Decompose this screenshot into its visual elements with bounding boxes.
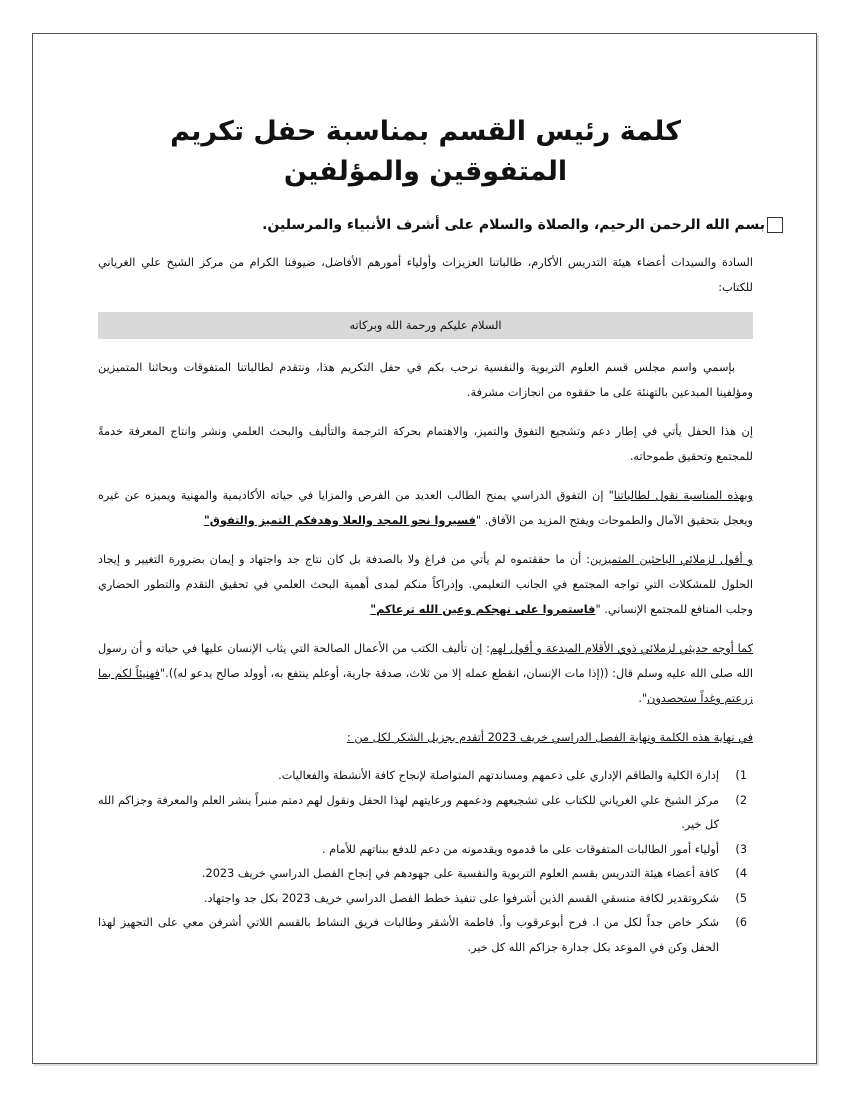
students-paragraph: [98, 483, 753, 533]
document-title: كلمة رئيس القسم بمناسبة حفل تكريم المتفوقين والمؤلفين: [170, 116, 681, 187]
researchers-lead: و أقول لزملائي الباحثين المتميزين: [590, 553, 753, 566]
thanks-number: 1): [735, 769, 747, 782]
basmala-text: بسم الله الرحمن الرحيم، والصلاة والسلام على أشرف الأنبياء والمرسلين.: [262, 217, 765, 233]
thanks-list: [98, 764, 753, 960]
researchers-paragraph: [98, 547, 753, 622]
thanks-text: إدارة الكلية والطاقم الإداري على دعمهم ومساندتهم المتواصلة لإنجاح كافة الأنشطة والفعاليات.: [278, 769, 719, 782]
thanks-item: [98, 764, 753, 789]
celebration-paragraph: إن هذا الحفل يأتي في إطار دعم وتشجيع التفوق والتميز، والاهتمام بحركة الترجمة والتأليف والبحث العلمي ونشر وانتاج المعرفة خدمةً للمجتمع وتحقيق طموحاته.: [98, 425, 753, 463]
thanks-number: 4): [735, 867, 747, 880]
researchers-motto: فاستمروا على نهجكم وعين الله ترعاكم": [370, 603, 596, 616]
thanks-number: 5): [735, 891, 747, 905]
thanks-heading: في نهاية هذه الكلمة ونهاية الفصل الدراسي خريف 2023 أتقدم بجزيل الشكر لكل من :: [346, 731, 753, 744]
thanks-text: كافة أعضاء هيئة التدريس بقسم العلوم التربوية والنفسية على جهودهم في إنجاح الفصل الدراسي خريف 2023.: [201, 867, 719, 880]
students-motto: فسيروا نحو المجد والعلا وهدفكم التميز والتفوق": [203, 514, 476, 527]
thanks-item: [98, 838, 753, 863]
thanks-item: [98, 789, 753, 838]
salam-banner: السلام عليكم ورحمة الله وبركاته: [98, 312, 753, 339]
checkbox[interactable]: [767, 217, 783, 233]
basmala-line: [98, 214, 783, 236]
thanks-item: [98, 862, 753, 887]
thanks-item: [98, 887, 753, 912]
students-lead: وبهذه المناسبة نقول لطالباتنا: [613, 489, 754, 502]
thanks-text: مركز الشيخ علي الغرياني للكتاب على تشجيعهم ودعمهم ورعايتهم لهذا الحفل ونقول لهم دمتم منبراً ينشر العلم والمعرفة وجزاكم الله كل خير.: [98, 793, 719, 831]
authors-motto: فهنيئاً لكم بما زرعتم وغداً ستحصدون: [98, 667, 753, 705]
document-body: [98, 112, 765, 960]
thanks-number: 2): [735, 793, 747, 807]
welcome-paragraph: بإسمي واسم مجلس قسم العلوم التربوية والنفسية نرحب بكم في حفل التكريم هذا، ونتقدم لطالباتنا المتفوقات وبحاثنا المتميزين ومؤلفينا المبدعين بالتهنئة على ما حققوه من انجازات مشرفة.: [98, 361, 753, 399]
authors-body: : إن تأليف الكتب من الأعمال الصالحة التي يثاب الإنسان عليها في حياته و أن رسول الله صلى الله عليه وسلم قال: ((إذا مات الإنسان، انقطع عمله إلا من ثلاث، صدقة جارية، أوعلم ينتفع به، أوولد صالح يدعو له)).": [98, 642, 753, 680]
thanks-number: 3): [735, 842, 747, 856]
authors-tail: ".: [638, 692, 648, 705]
authors-paragraph: [98, 636, 753, 711]
authors-lead: كما أوجه حديثي لزملائي ذوي الأقلام المبدعة و أقول لهم: [489, 642, 753, 655]
greeting-paragraph: السادة والسيدات أعضاء هيئة التدريس الأكارم، طالباتنا العزيزات وأولياء أمورهم الأفاضل، ضيوفنا الكرام من مركز الشيخ علي الغرياني للكتاب:: [98, 256, 753, 294]
students-body: " إن التفوق الدراسي يمنح الطالب العديد من الفرص والمزايا في حياته الأكاديمية والمهنية ويميزه عن غيره ويعجل بتحقيق الآمال والطموحات ويفتح المزيد من الآفاق. ": [98, 489, 753, 527]
researchers-body: : أن ما حققتموه لم يأتي من فراغ ولا بالصدفة بل كان نتاج جد واجتهاد و إيمان بضرورة التغيير و إيجاد الحلول للمشكلات التي تواجه المجتمع في الجانب التعليمي. وإدراكاً منكم لمدى أهمية البحث العلمي في تحقيق التقدم والتطور الحضاري وجلب المنافع للمجتمع الإنساني. ": [98, 553, 753, 616]
thanks-text: أولياء أمور الطالبات المتفوقات على ما قدموه ويقدمونه من دعم للدفع ببناتهم للأمام .: [322, 842, 719, 856]
thanks-item: [98, 911, 753, 960]
thanks-text: شكروتقدير لكافة منسقي القسم الذين أشرفوا على تنفيذ خطط الفصل الدراسي خريف 2023 بكل جد واجتهاد.: [203, 891, 719, 905]
thanks-text: شكر خاص جداً لكل من ا. فرح أبوعرقوب وأ. فاطمة الأشقر وطالبات فريق النشاط بالقسم اللاتي أشرفن معي على التجهيز لهذا الحفل وكن في الموعد بكل جدارة جزاكم الله كل خير.: [98, 916, 719, 954]
thanks-number: 6): [735, 916, 747, 929]
